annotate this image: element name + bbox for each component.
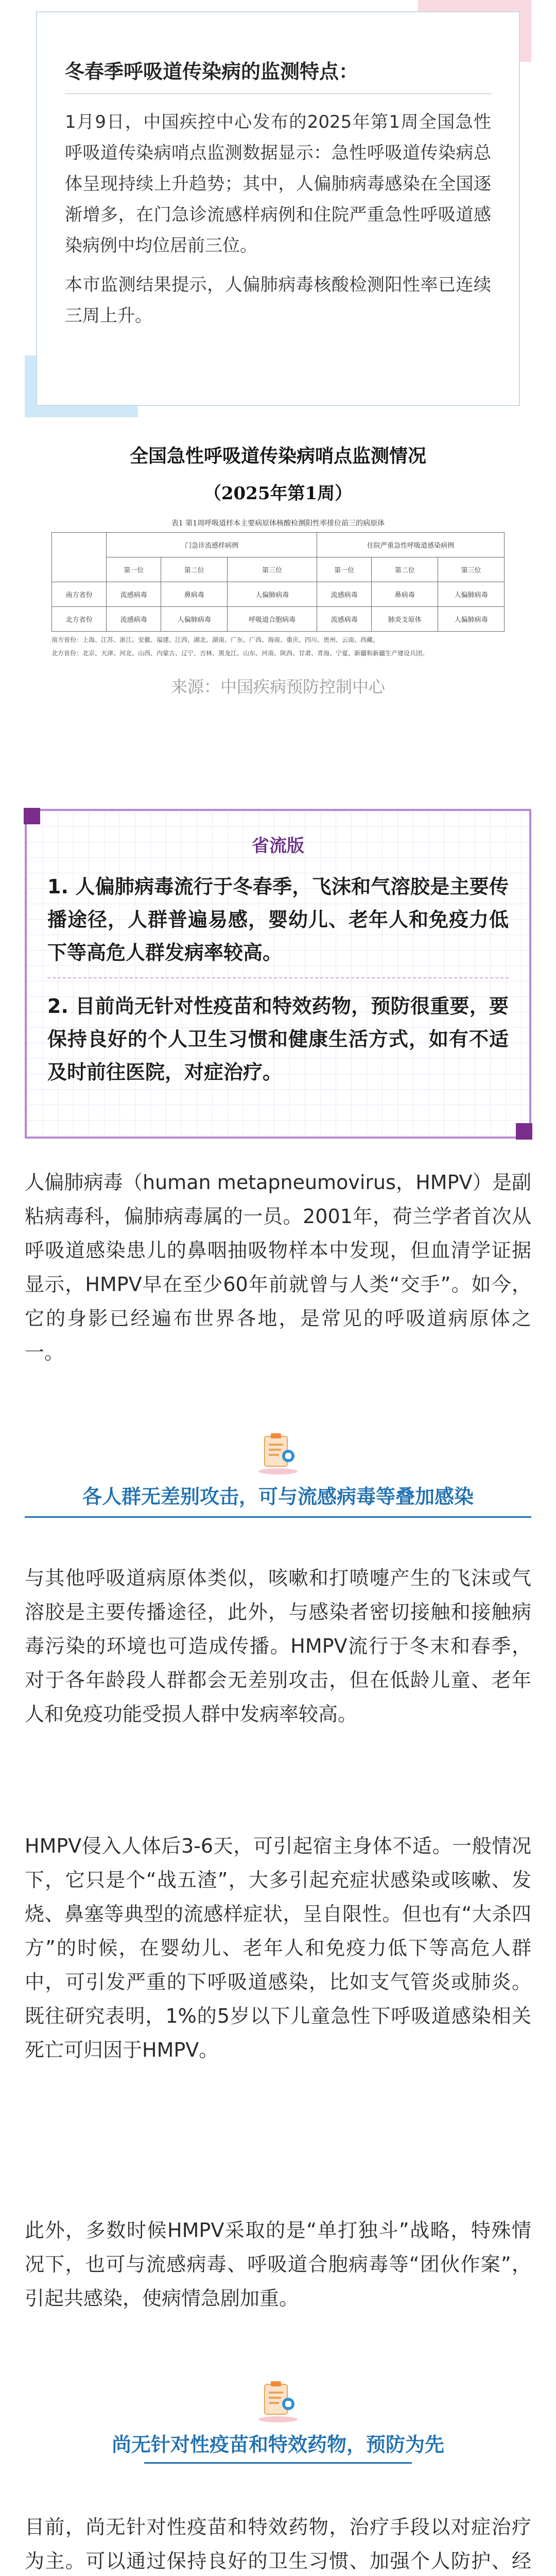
table-cell: 流感病毒 <box>317 582 372 607</box>
body-paragraph: 此外，多数时候HMPV采取的是“单打独斗”战略，特殊情况下，也可与流感病毒、呼吸道合胞病毒等“团伙作案”，引起共感染，使病情急剧加重。 <box>25 2219 531 2310</box>
section-title: 全国急性呼吸道传染病哨点监测情况 <box>129 446 426 467</box>
table-cell: 人偏肺病毒 <box>438 607 505 632</box>
heading-underline <box>25 1516 531 1518</box>
section-heading: 尚无针对性疫苗和特效药物，预防为先 <box>111 2433 444 2456</box>
summary-item: 2. 目前尚无针对性疫苗和特效药物，预防很重要，要保持良好的个人卫生习惯和健康生活方式，如有不适及时前往医院，对症治疗。 <box>47 995 509 1083</box>
table-cell: 流感病毒 <box>317 607 372 632</box>
monitoring-table <box>51 532 505 632</box>
body-paragraph: 目前，尚无针对性疫苗和特效药物，治疗手段以对症治疗为主。可以通过保持良好的卫生习惯、加强个人防护、经 <box>25 2516 531 2572</box>
table-header-cell: 住院严重急性呼吸道感染病例 <box>317 533 505 557</box>
clipboard-doctor-icon <box>253 1432 303 1476</box>
divider <box>65 93 491 94</box>
summary-title: 省流版 <box>252 836 304 856</box>
section-heading-block <box>25 2380 531 2464</box>
corner-decoration <box>516 1123 532 1140</box>
corner-decoration <box>24 808 40 824</box>
table-note: 北方省份：北京、天津、河北、山西、内蒙古、辽宁、吉林、黑龙江、山东、河南、陕西、甘肃、青海、宁夏、新疆和新疆生产建设兵团。 <box>51 650 429 657</box>
table-header-cell: 第二位 <box>161 557 228 582</box>
feature-paragraph: 1月9日，中国疾控中心发布的2025年第1周全国急性呼吸道传染病哨点监测数据显示：急性呼吸道传染病总体呈现持续上升趋势；其中，人偏肺病毒感染在全国逐渐增多，在门急诊流感样病例和住院严重急性呼吸道感染病例中均位居前三位。 <box>65 112 491 256</box>
feature-box <box>36 11 520 406</box>
table-cell <box>52 533 107 582</box>
table-cell: 鼻病毒 <box>161 582 228 607</box>
table-row <box>52 607 505 632</box>
table-cell: 人偏肺病毒 <box>228 582 317 607</box>
section-heading-block <box>25 1432 531 1518</box>
table-cell: 鼻病毒 <box>372 582 438 607</box>
table-cell: 南方省份 <box>52 582 107 607</box>
section-subtitle: （2025年第1周） <box>203 483 353 504</box>
body-paragraph: HMPV侵入人体后3-6天，可引起宿主身体不适。一般情况下，它只是个“战五渣”，大多引起充症状感染或咳嗽、发烧、鼻塞等典型的流感样症状，呈自限性。但也有“大杀四方”的时候，在婴幼儿、老年人和免疫力低下等高危人群中，可引发严重的下呼吸道感染，比如支气管炎或肺炎。既往研究表明，1%的5岁以下儿童急性下呼吸道感染相关死亡可归因于HMPV。 <box>25 1835 531 2061</box>
table-cell: 流感病毒 <box>107 607 161 632</box>
table-header-cell: 第三位 <box>438 557 505 582</box>
heading-underline <box>144 2462 412 2464</box>
feature-title: 冬春季呼吸道传染病的监测特点： <box>65 60 359 83</box>
table-cell: 人偏肺病毒 <box>161 607 228 632</box>
table-header-cell: 第三位 <box>228 557 317 582</box>
table-cell: 流感病毒 <box>107 582 161 607</box>
monitoring-section <box>51 443 505 698</box>
table-cell: 人偏肺病毒 <box>438 582 505 607</box>
table-header-row <box>52 557 505 582</box>
table-caption: 表1 第1周呼吸道样本主要病原体核酸检测阳性率排位前三的病原体 <box>171 519 385 528</box>
table-cell: 北方省份 <box>52 607 107 632</box>
clipboard-doctor-icon <box>253 2380 303 2424</box>
table-header-cell: 第二位 <box>372 557 438 582</box>
source-credit: 来源：中国疾病预防控制中心 <box>170 677 385 697</box>
table-header-row <box>52 533 505 557</box>
summary-box <box>25 809 531 1139</box>
feature-paragraph: 本市监测结果提示，人偏肺病毒核酸检测阳性率已连续三周上升。 <box>65 275 491 326</box>
table-row <box>52 582 505 607</box>
table-header-cell: 第一位 <box>107 557 161 582</box>
table-note: 南方省份：上海、江苏、浙江、安徽、福建、江西、湖北、湖南、广东、广西、海南、重庆、四川、贵州、云南、西藏。 <box>51 636 379 643</box>
table-cell: 呼吸道合胞病毒 <box>228 607 317 632</box>
summary-item: 1. 人偏肺病毒流行于冬春季，飞沫和气溶胶是主要传播途径，人群普遍易感，婴幼儿、老年人和免疫力低下等高危人群发病率较高。 <box>47 867 509 978</box>
table-cell: 肺炎支原体 <box>372 607 438 632</box>
intro-paragraph: 人偏肺病毒（human metapneumovirus，HMPV）是副粘病毒科，偏肺病毒属的一员。2001年，荷兰学者首次从呼吸道感染患儿的鼻咽抽吸物样本中发现，但血清学证据显示，HMPV早在至少60年前就曾与人类“交手”。如今，它的身影已经遍布世界各地，是常见的呼吸道病原体之一。 <box>25 1171 531 1364</box>
body-paragraph: 与其他呼吸道病原体类似，咳嗽和打喷嚏产生的飞沫或气溶胶是主要传播途径，此外，与感染者密切接触和接触病毒污染的环境也可造成传播。HMPV流行于冬末和春季，对于各年龄段人群都会无差别攻击，但在低龄儿童、老年人和免疫功能受损人群中发病率较高。 <box>25 1567 531 1725</box>
table-header-cell: 第一位 <box>317 557 372 582</box>
feature-box-wrapper <box>25 0 531 417</box>
table-header-cell: 门急诊流感样病例 <box>107 533 317 557</box>
section-heading: 各人群无差别攻击，可与流感病毒等叠加感染 <box>82 1485 474 1508</box>
